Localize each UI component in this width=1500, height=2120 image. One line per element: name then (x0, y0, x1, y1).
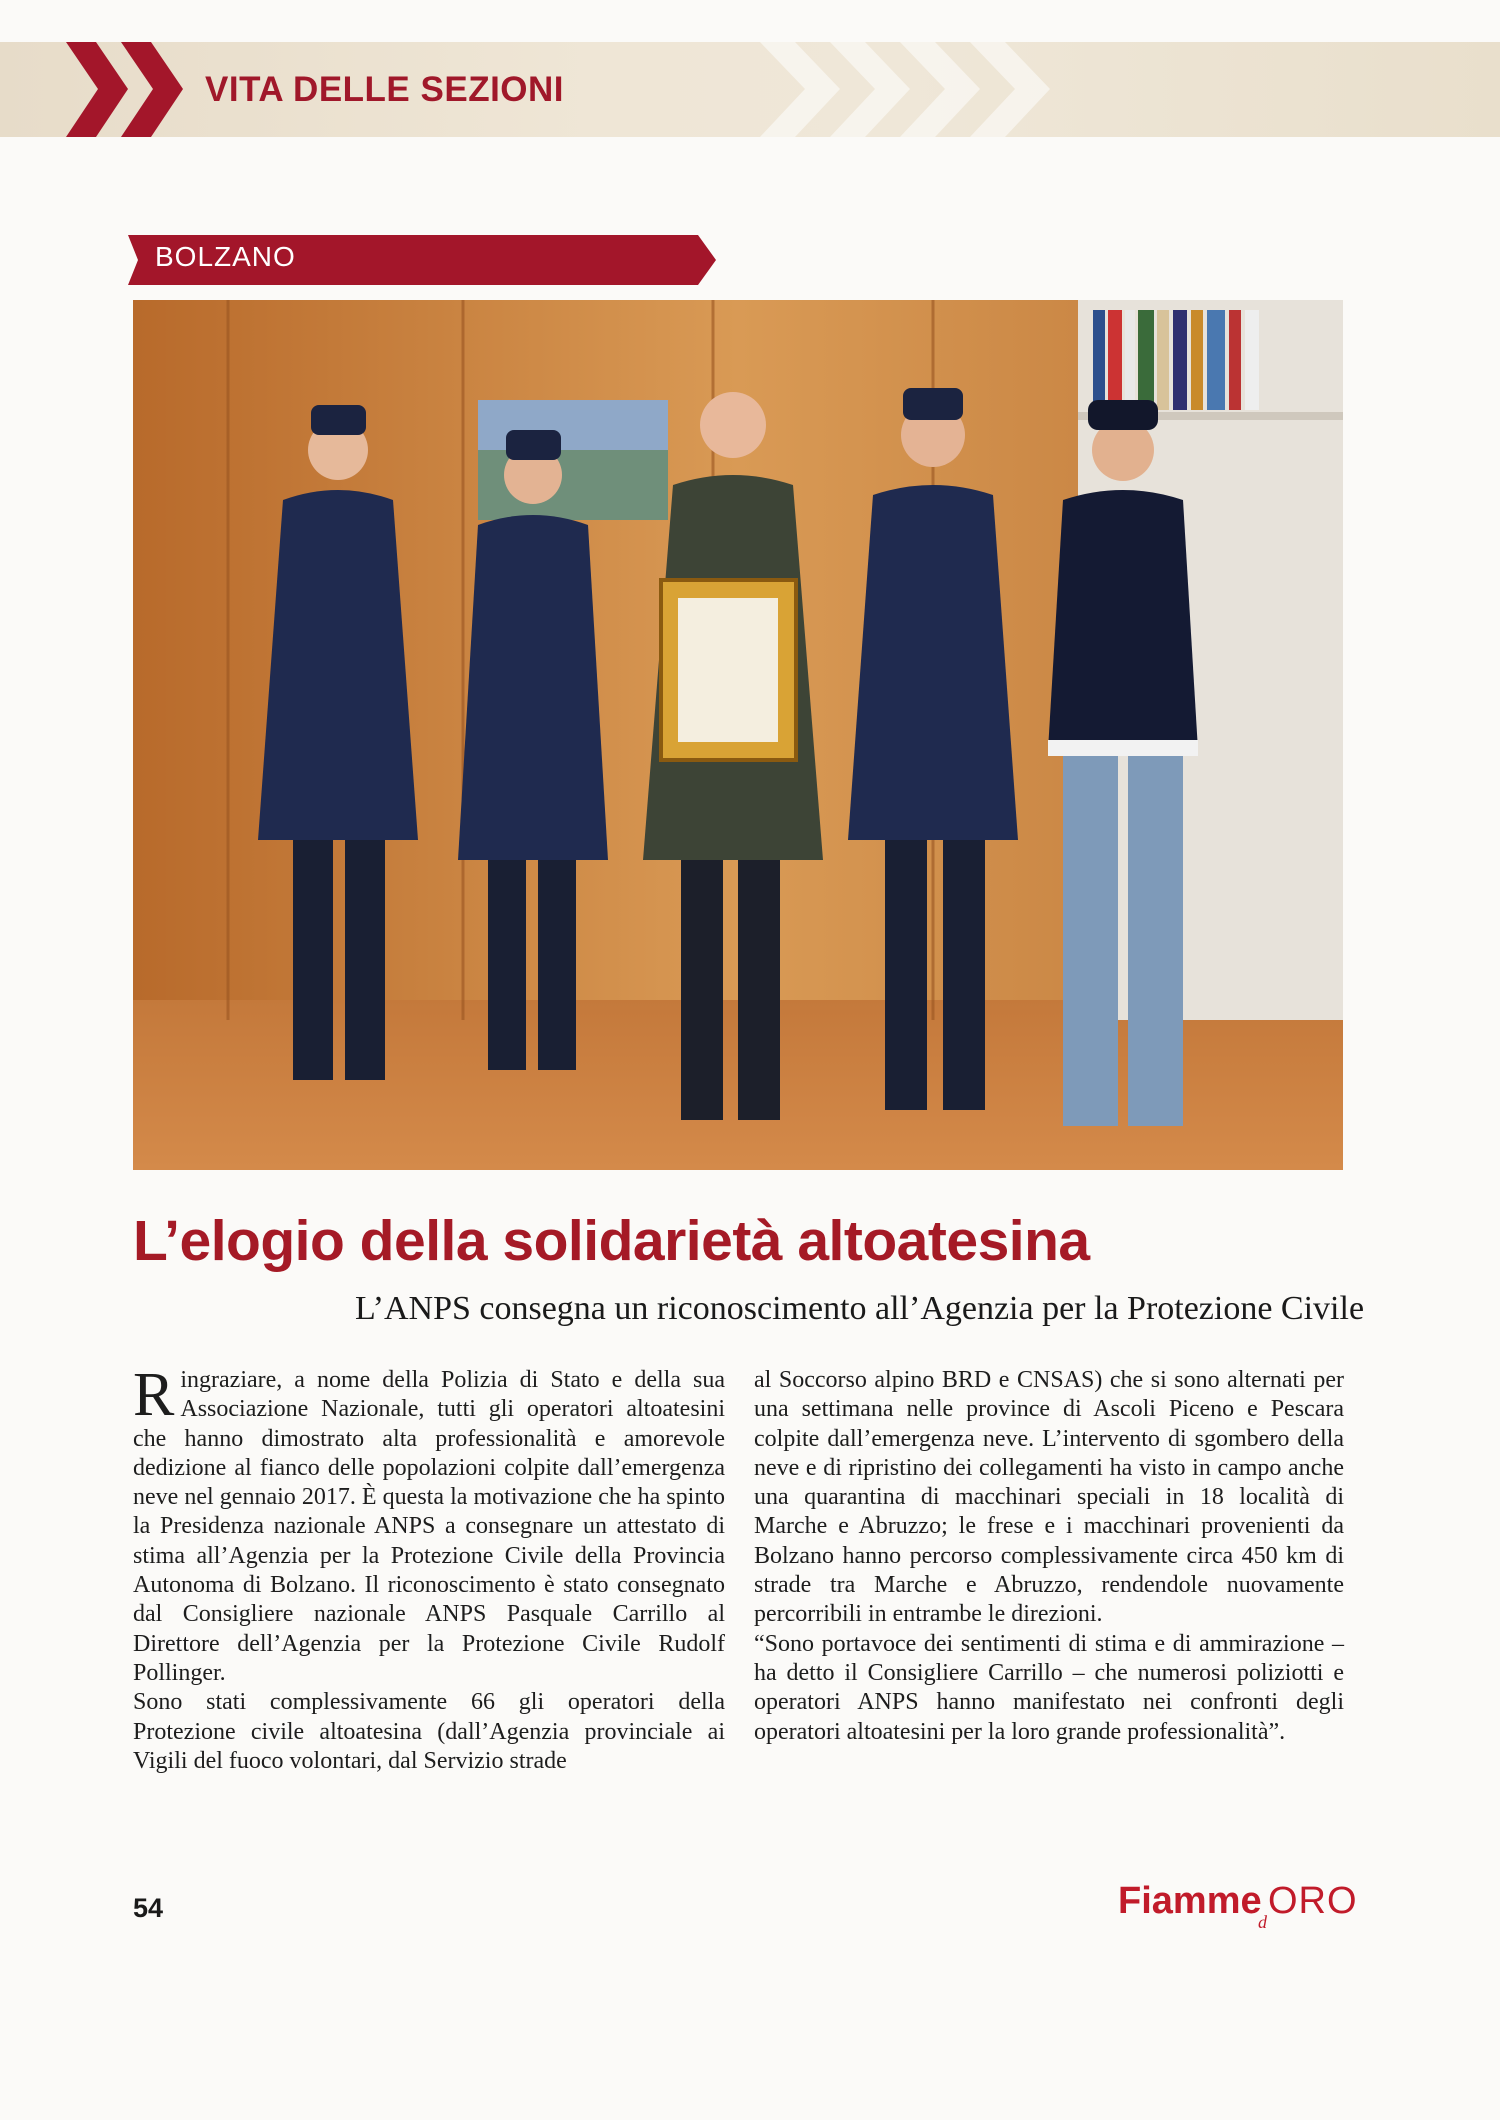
paragraph-4: “Sono portavoce dei sentimenti di stima e di ammirazione – ha detto il Consigliere Carrillo – che numerosi poliziotti e operatori ANPS hanno manifestato nei confronti degli operatori altoatesini per la loro grande professionalità”. (754, 1630, 1344, 1745)
page-number: 54 (133, 1893, 164, 1923)
paragraph-2: Sono stati complessivamente 66 gli operatori della Protezione civile altoatesina (dall’Agenzia provinciale ai Vigili del fuoco volontari, dal Servizio strade (133, 1689, 725, 1774)
logo-main-text: Fiamme (1118, 1880, 1262, 1922)
decorative-chevrons-icon (760, 42, 1260, 137)
section-title: VITA DELLE SEZIONI (205, 70, 565, 109)
group-photo-illustration (133, 300, 1343, 1170)
logo-oro-text: ORO (1268, 1880, 1358, 1922)
logo-small-text: d (1258, 1912, 1267, 1932)
article-title: L’elogio della solidarietà altoatesina (133, 1209, 1090, 1273)
paragraph-1-text: ingraziare, a nome della Polizia di Stato e della sua Associazione Nazionale, tutti gli operatori altoatesini che hanno dimostrato alta professionalità e amorevole dedizione al fianco delle popolazioni colpite dall’emergenza neve nel gennaio 2017. È questa la motivazione che ha spinto la Presidenza nazionale ANPS a consegnare un attestato di stima all’Agenzia per la Protezione Civile della Provincia Autonoma di Bolzano. Il riconoscimento è stato consegnato dal Consigliere nazionale ANPS Pasquale Carrillo al Direttore dell’Agenzia per la Protezione Civile Rudolf Pollinger. (133, 1367, 725, 1686)
article-subtitle: L’ANPS consegna un riconoscimento all’Agenzia per la Protezione Civile (355, 1290, 1365, 1327)
fiamme-oro-logo (1118, 1880, 1358, 1940)
chevron-arrows-icon (66, 42, 196, 137)
drop-cap: R (133, 1361, 175, 1429)
paragraph-1 (133, 1361, 725, 1688)
article-photo (133, 300, 1343, 1170)
paragraph-3: al Soccorso alpino BRD e CNSAS) che si sono alternati per una settimana nelle province di Ascoli Piceno e Pescara colpite dall’emergenza neve. L’intervento di sgombero della neve e di ripristino dei collegamenti ha visto in campo anche una quarantina di macchinari speciali in 18 località di Marche e Abruzzo; le frese e i macchinari provenienti da Bolzano hanno percorso complessivamente circa 450 km di strade tra Marche e Abruzzo, rendendole nuovamente percorribili in entrambe le direzioni. (754, 1367, 1344, 1628)
city-tag: BOLZANO (155, 241, 296, 272)
article-column-left (133, 1361, 725, 1776)
article-column-right (754, 1366, 1344, 1747)
